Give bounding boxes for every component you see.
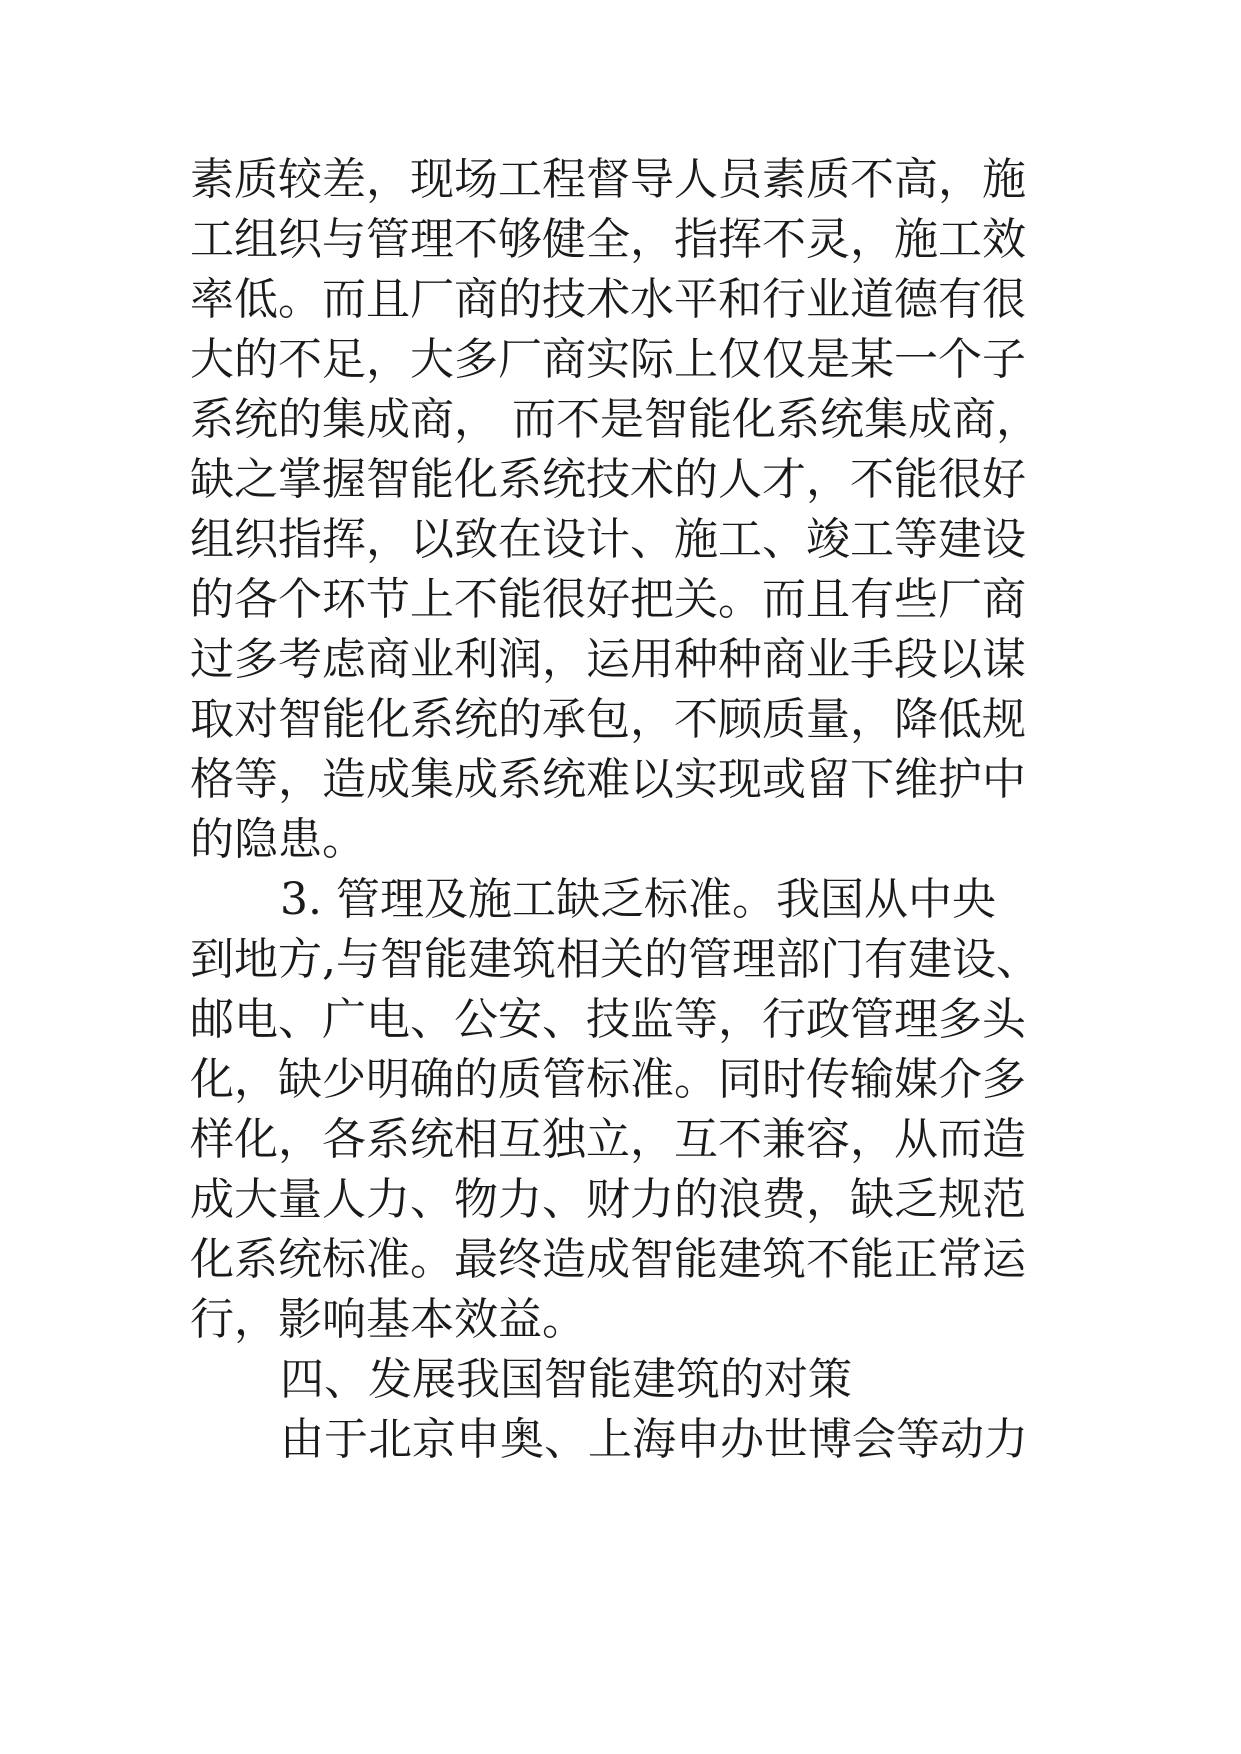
text-line: 成大量人力、物力、财力的浪费，缺乏规范 [190,1174,1026,1225]
paragraph-start: 由于北京申奥、上海申办世博会等动力 [280,1414,1028,1465]
section-point-3: 3. 管理及施工缺乏标准。我国从中央 [280,874,996,925]
text-line: 的隐患。 [190,814,366,865]
text-line: 行，影响基本效益。 [190,1294,586,1345]
text-line: 率低。而且厂商的技术水平和行业道德有很 [190,274,1026,325]
text-line: 邮电、广电、公安、技监等，行政管理多头 [190,994,1026,1045]
text-line: 大的不足，大多厂商实际上仅仅是某一个子 [190,334,1026,385]
body-text [190,150,1070,1470]
text-line: 的各个环节上不能很好把关。而且有些厂商 [190,574,1026,625]
text-line: 样化，各系统相互独立，互不兼容，从而造 [190,1114,1026,1165]
text-line: 化系统标准。最终造成智能建筑不能正常运 [190,1234,1026,1285]
text-line: 过多考虑商业利润，运用种种商业手段以谋 [190,634,1026,685]
text-line: 素质较差，现场工程督导人员素质不高，施 [190,154,1026,205]
text-line: 工组织与管理不够健全，指挥不灵，施工效 [190,214,1026,265]
text-line: 缺之掌握智能化系统技术的人才，不能很好 [190,454,1026,505]
text-line: 组织指挥，以致在设计、施工、竣工等建设 [190,514,1026,565]
text-line: 化，缺少明确的质管标准。同时传输媒介多 [190,1054,1026,1105]
text-line: 取对智能化系统的承包，不顾质量，降低规 [190,694,1026,745]
text-line: 到地方,与智能建筑相关的管理部门有建设、 [190,934,1040,985]
section-heading: 四、发展我国智能建筑的对策 [280,1354,852,1405]
text-line: 系统的集成商， 而不是智能化系统集成商， [190,394,1040,445]
text-line: 格等，造成集成系统难以实现或留下维护中 [190,754,1026,805]
